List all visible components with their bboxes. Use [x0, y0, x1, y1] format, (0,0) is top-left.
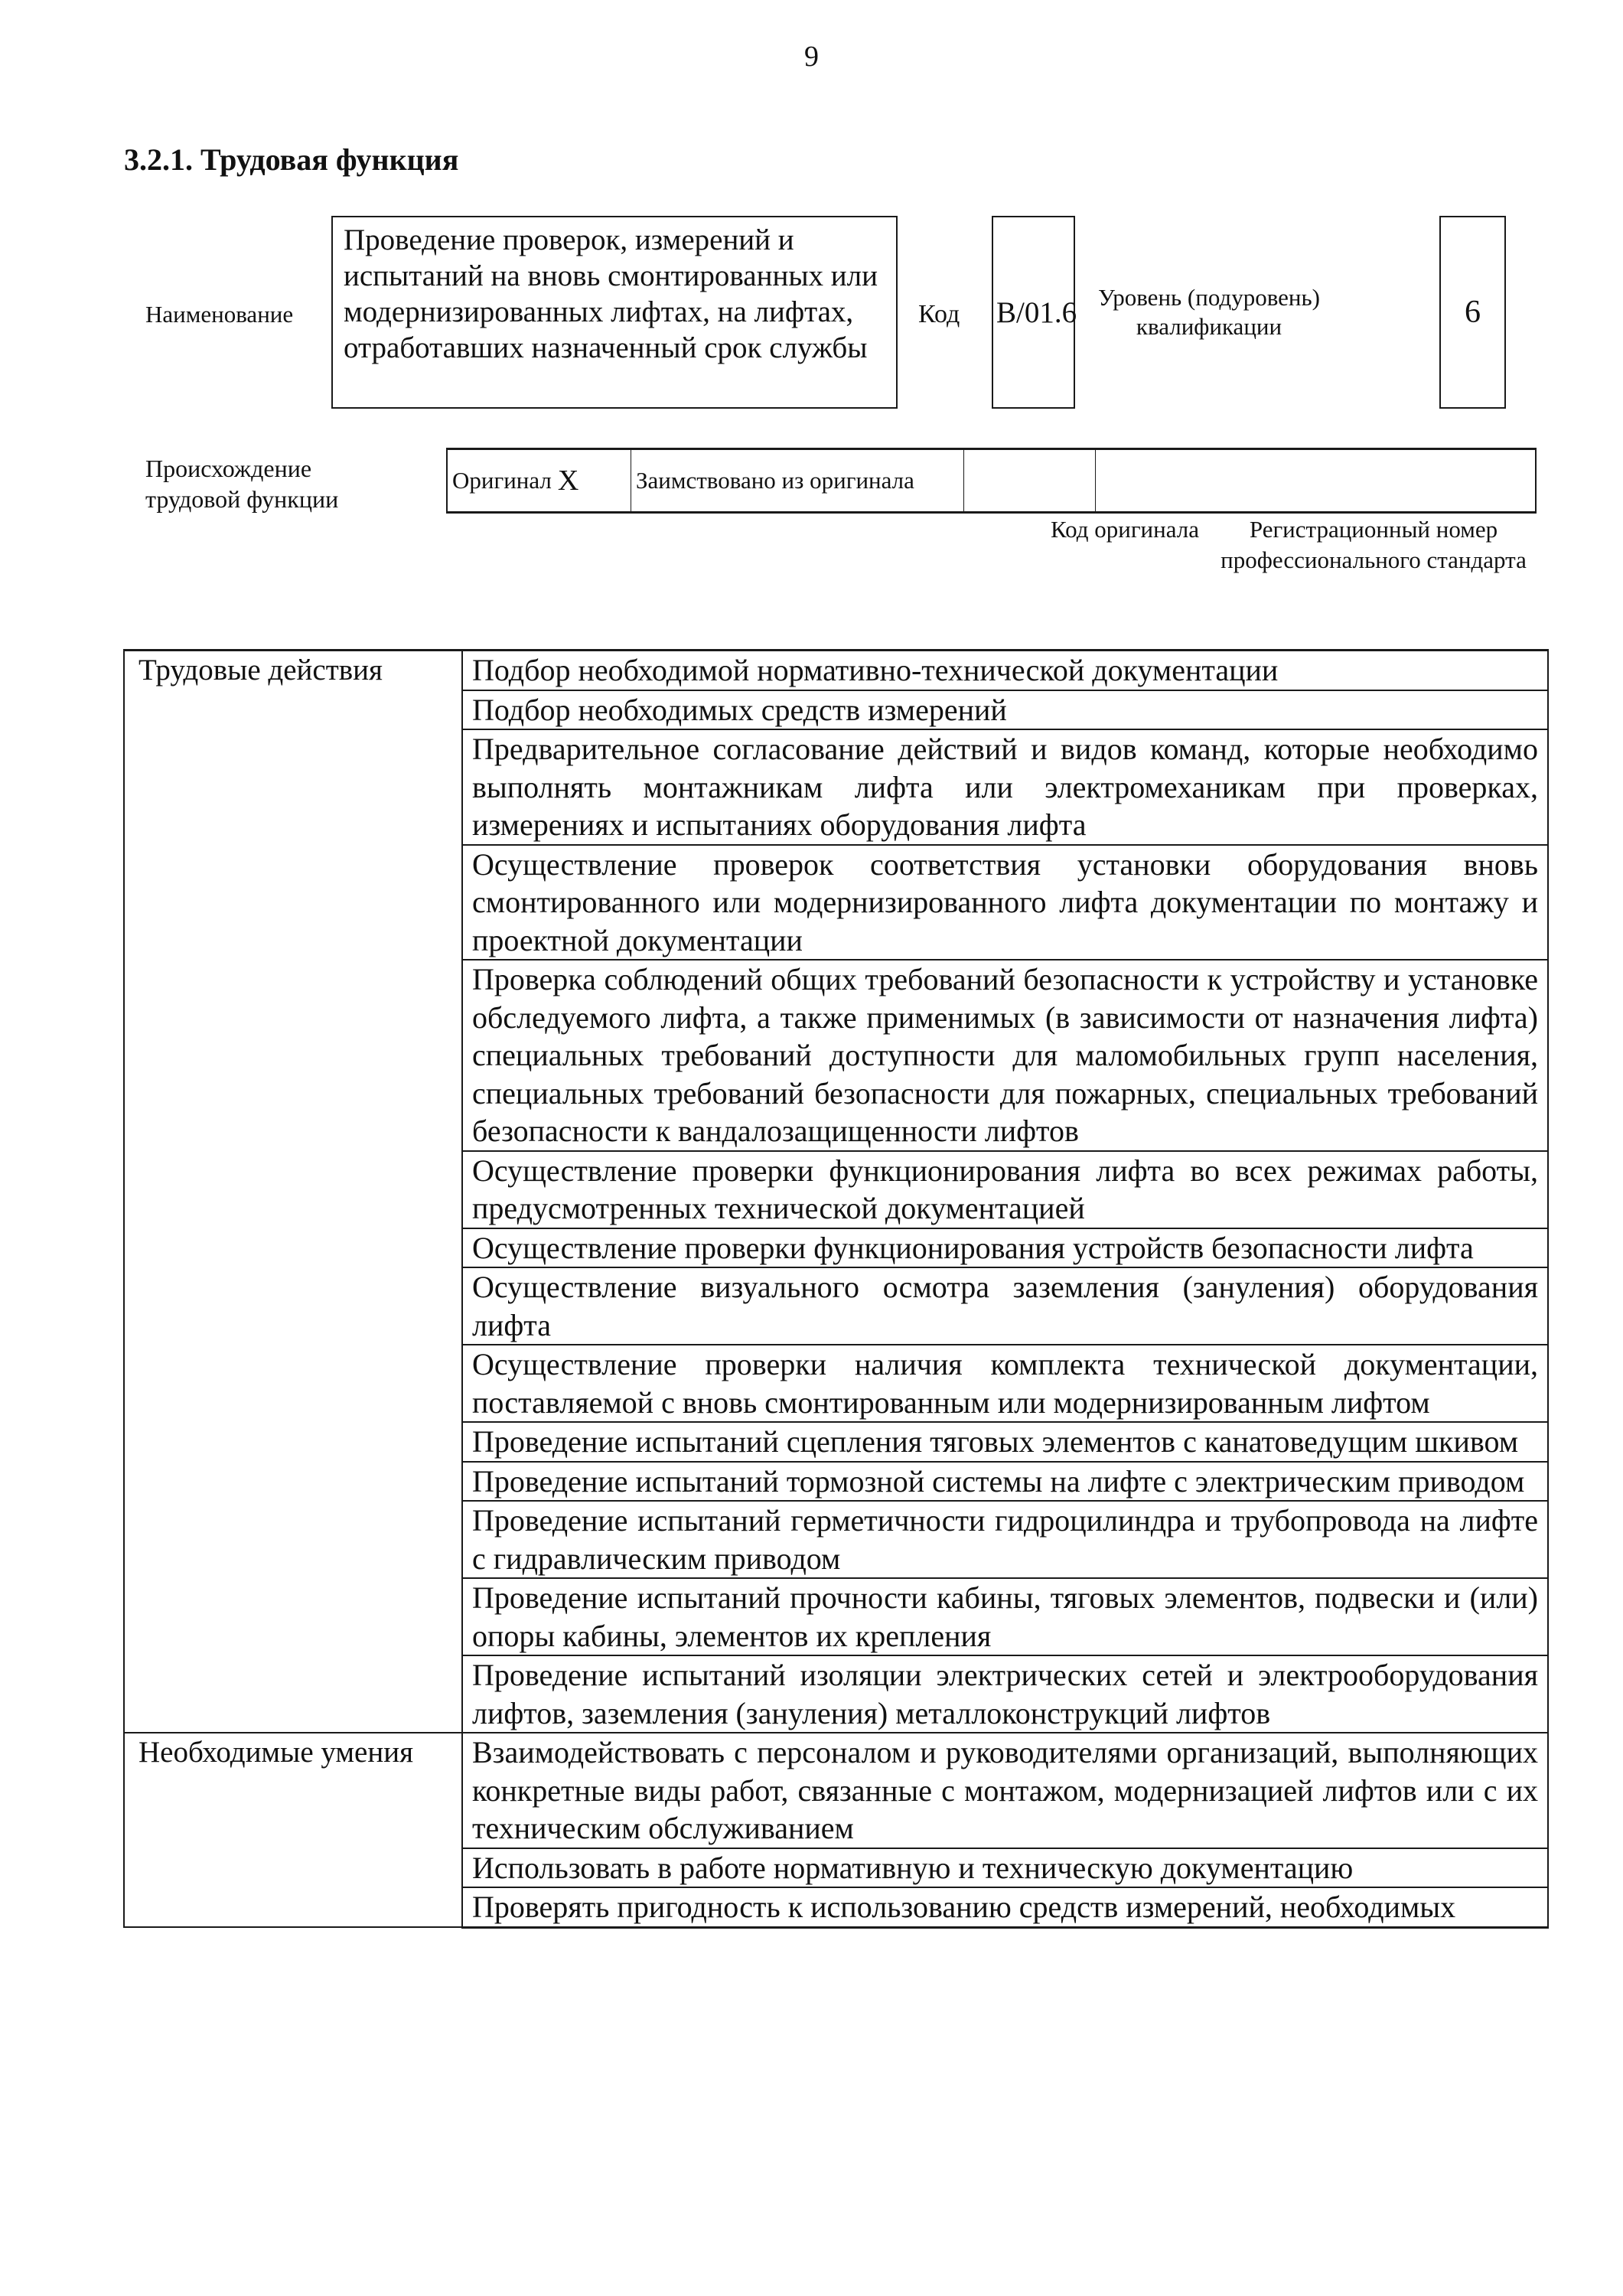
origin-label: Происхождение трудовой функции — [145, 455, 339, 513]
borrowed-label: Заимствовано из оригинала — [636, 467, 914, 494]
labor-action-item: Подбор необходимых средств измерений — [462, 690, 1548, 730]
labor-action-item: Проведение испытаний сцепления тяговых элементов с канатоведущим шкивом — [462, 1422, 1548, 1462]
labor-action-item: Осуществление проверок соответствия установки оборудования вновь смонтированного или модернизированного лифта документации по монтажу и проектной документации — [462, 845, 1548, 960]
labor-action-item: Осуществление визуального осмотра заземления (зануления) оборудования лифта — [462, 1267, 1548, 1345]
labor-action-item: Проведение испытаний тормозной системы на лифте с электрическим приводом — [462, 1462, 1548, 1502]
origin-table — [446, 448, 1537, 514]
labor-action-item: Проведение испытаний прочности кабины, тяговых элементов, подвески и (или) опоры кабины, элементов их крепления — [462, 1578, 1548, 1655]
level-value: 6 — [1465, 295, 1481, 330]
section-title: 3.2.1. Трудовая функция — [124, 142, 459, 177]
required-skills-label: Необходимые умения — [124, 1733, 462, 1927]
labor-function-table — [123, 649, 1549, 1929]
code-box — [992, 216, 1075, 409]
original-label: Оригинал — [452, 467, 552, 494]
code-value: B/01.6 — [996, 295, 1077, 329]
labor-action-item: Подбор необходимой нормативно-технической документации — [462, 651, 1548, 690]
skill-item: Взаимодействовать с персоналом и руководителями организаций, выполняющих конкретные виды работ, связанные с монтажом, модернизацией лифтов или с их техническим обслуживанием — [462, 1733, 1548, 1848]
caption-original-code: Код оригинала — [1050, 516, 1199, 543]
labor-action-item: Проведение испытаний герметичности гидроцилиндра и трубопровода на лифте с гидравлическим приводом — [462, 1501, 1548, 1578]
original-code-cell — [964, 450, 1096, 511]
page-number: 9 — [804, 41, 819, 73]
name-label: Наименование — [145, 301, 294, 328]
level-box — [1439, 216, 1506, 409]
table-row — [124, 1733, 1548, 1848]
origin-original-cell — [448, 450, 631, 511]
reg-number-cell — [1096, 450, 1535, 511]
code-label: Код — [918, 300, 960, 328]
skill-item: Использовать в работе нормативную и техническую документацию — [462, 1848, 1548, 1888]
labor-action-item: Проведение испытаний изоляции электрических сетей и электрооборудования лифтов, заземления (зануления) металлоконструкций лифтов — [462, 1655, 1548, 1733]
function-name-box: Проведение проверок, измерений и испытаний на вновь смонтированных или модернизированных лифтах, на лифтах, отработавших назначенный срок службы — [331, 216, 898, 409]
skill-item: Проверять пригодность к использованию средств измерений, необходимых — [462, 1887, 1548, 1927]
table-row — [124, 651, 1548, 690]
labor-action-item: Осуществление проверки функционирования устройств безопасности лифта — [462, 1228, 1548, 1268]
labor-action-item: Предварительное согласование действий и видов команд, которые необходимо выполнять монтажникам лифта или электромеханикам при проверках, измерениях и испытаниях оборудования лифта — [462, 729, 1548, 845]
origin-borrowed-cell — [631, 450, 964, 511]
labor-action-item: Проверка соблюдений общих требований безопасности к устройству и установке обследуемого лифта, а также применимых (в зависимости от назначения лифта) специальных требований доступности для маломобильных групп населения, специальных требований безопасности для пожарных, специальных требований безопасности к вандалозащищенности лифтов — [462, 960, 1548, 1151]
labor-actions-label: Трудовые действия — [124, 651, 462, 1733]
original-mark: X — [557, 465, 579, 497]
labor-action-item: Осуществление проверки функционирования лифта во всех режимах работы, предусмотренных технической документацией — [462, 1151, 1548, 1228]
level-label: Уровень (подуровень) квалификации — [1098, 284, 1320, 340]
caption-reg-number: Регистрационный номер профессионального стандарта — [1221, 516, 1527, 573]
labor-action-item: Осуществление проверки наличия комплекта технической документации, поставляемой с вновь смонтированным или модернизированным лифтом — [462, 1345, 1548, 1422]
